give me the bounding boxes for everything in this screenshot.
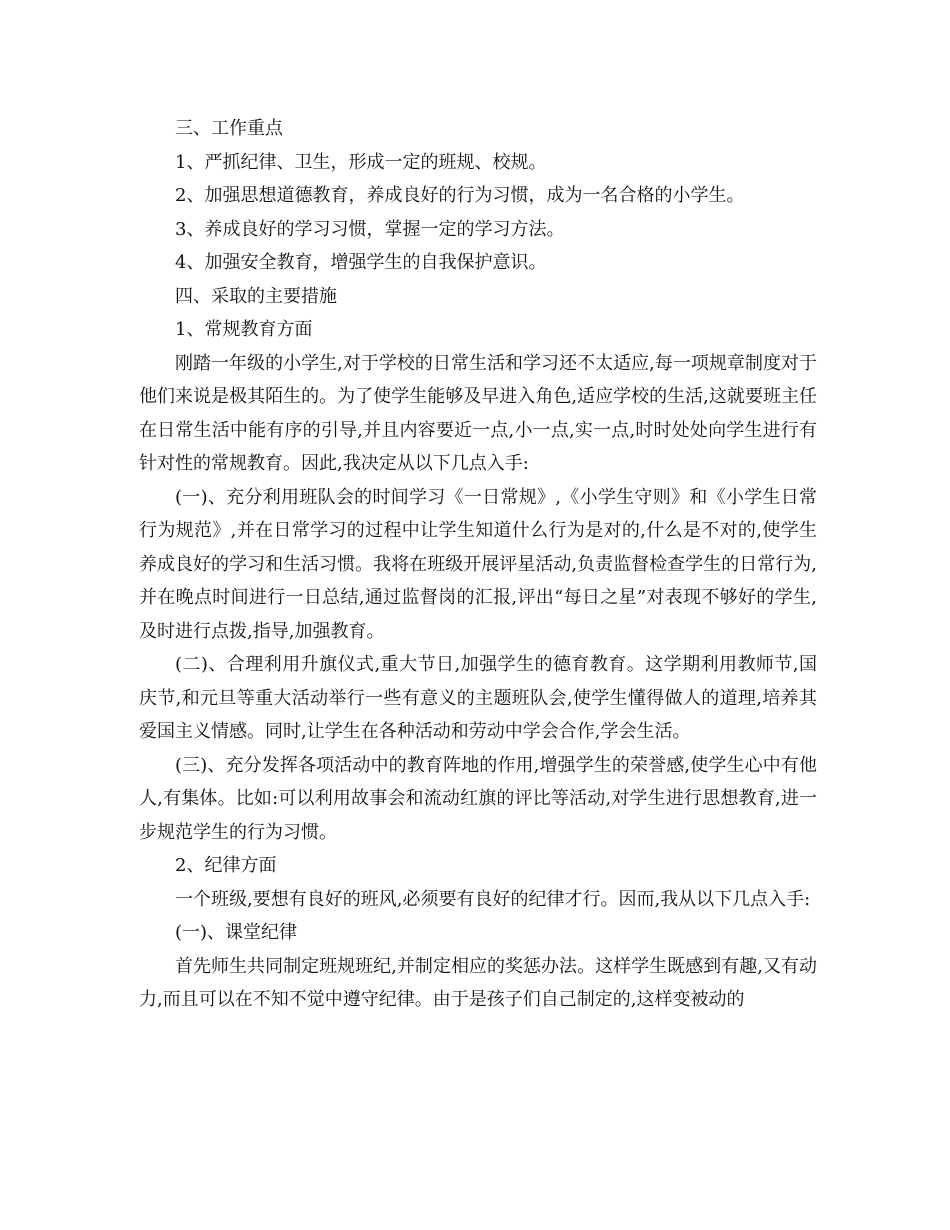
body-paragraph: (二)、合理利用升旗仪式,重大节日,加强学生的德育教育。这学期利用教师节,国庆节,和元旦等重大活动举行一些有意义的主题班队会,使学生懂得做人的道理,培养其爱国主义情感。同时,让学生在各种活动和劳动中学会合作,学会生活。	[139, 654, 817, 742]
subsection-heading-classroom-discipline: (一)、课堂纪律	[175, 922, 298, 943]
body-paragraph: (一)、充分利用班队会的时间学习《一日常规》,《小学生守则》和《小学生日常行为规范》,并在日常学习的过程中让学生知道什么行为是对的,什么是不对的,使学生养成良好的学习和生活习惯。我将在班级开展评星活动,负责监督检查学生的日常行为,并在晚点时间进行一日总结,通过监督岗的汇报,评出“每日之星”对表现不够好的学生,及时进行点拨,指导,加强教育。	[139, 486, 817, 642]
subsection-heading-routine-education: 1、常规教育方面	[175, 319, 313, 340]
section-heading-measures: 四、采取的主要措施	[175, 285, 337, 307]
section-heading-work-focus: 三、工作重点	[175, 118, 283, 139]
body-paragraph: 刚踏一年级的小学生,对于学校的日常生活和学习还不太适应,每一项规章制度对于他们来说是极其陌生的。为了使学生能够及早进入角色,适应学校的生活,这就要班主任在日常生活中能有序的引导,并且内容要近一点,小一点,实一点,时时处处向学生进行有针对性的常规教育。因此,我决定从以下几点入手:	[139, 352, 817, 474]
list-item: 3、养成良好的学习习惯，掌握一定的学习方法。	[175, 218, 565, 240]
body-paragraph: 一个班级,要想有良好的班风,必须要有良好的纪律才行。因而,我从以下几点入手:	[175, 888, 811, 910]
body-paragraph: 首先师生共同制定班规班纪,并制定相应的奖惩办法。这样学生既感到有趣,又有动力,而且可以在不知不觉中遵守纪律。由于是孩子们自己制定的,这样变被动的	[139, 955, 817, 1010]
body-paragraph: (三)、充分发挥各项活动中的教育阵地的作用,增强学生的荣誉感,使学生心中有他人,有集体。比如:可以利用故事会和流动红旗的评比等活动,对学生进行思想教育,进一步规范学生的行为习惯。	[139, 754, 817, 843]
list-item: 1、严抓纪律、卫生，形成一定的班规、校规。	[175, 151, 547, 173]
subsection-heading-discipline: 2、纪律方面	[175, 855, 277, 876]
list-item: 4、加强安全教育，增强学生的自我保护意识。	[175, 252, 547, 273]
document-body	[139, 112, 817, 1017]
list-item: 2、加强思想道德教育，养成良好的行为习惯，成为一名合格的小学生。	[175, 185, 745, 206]
